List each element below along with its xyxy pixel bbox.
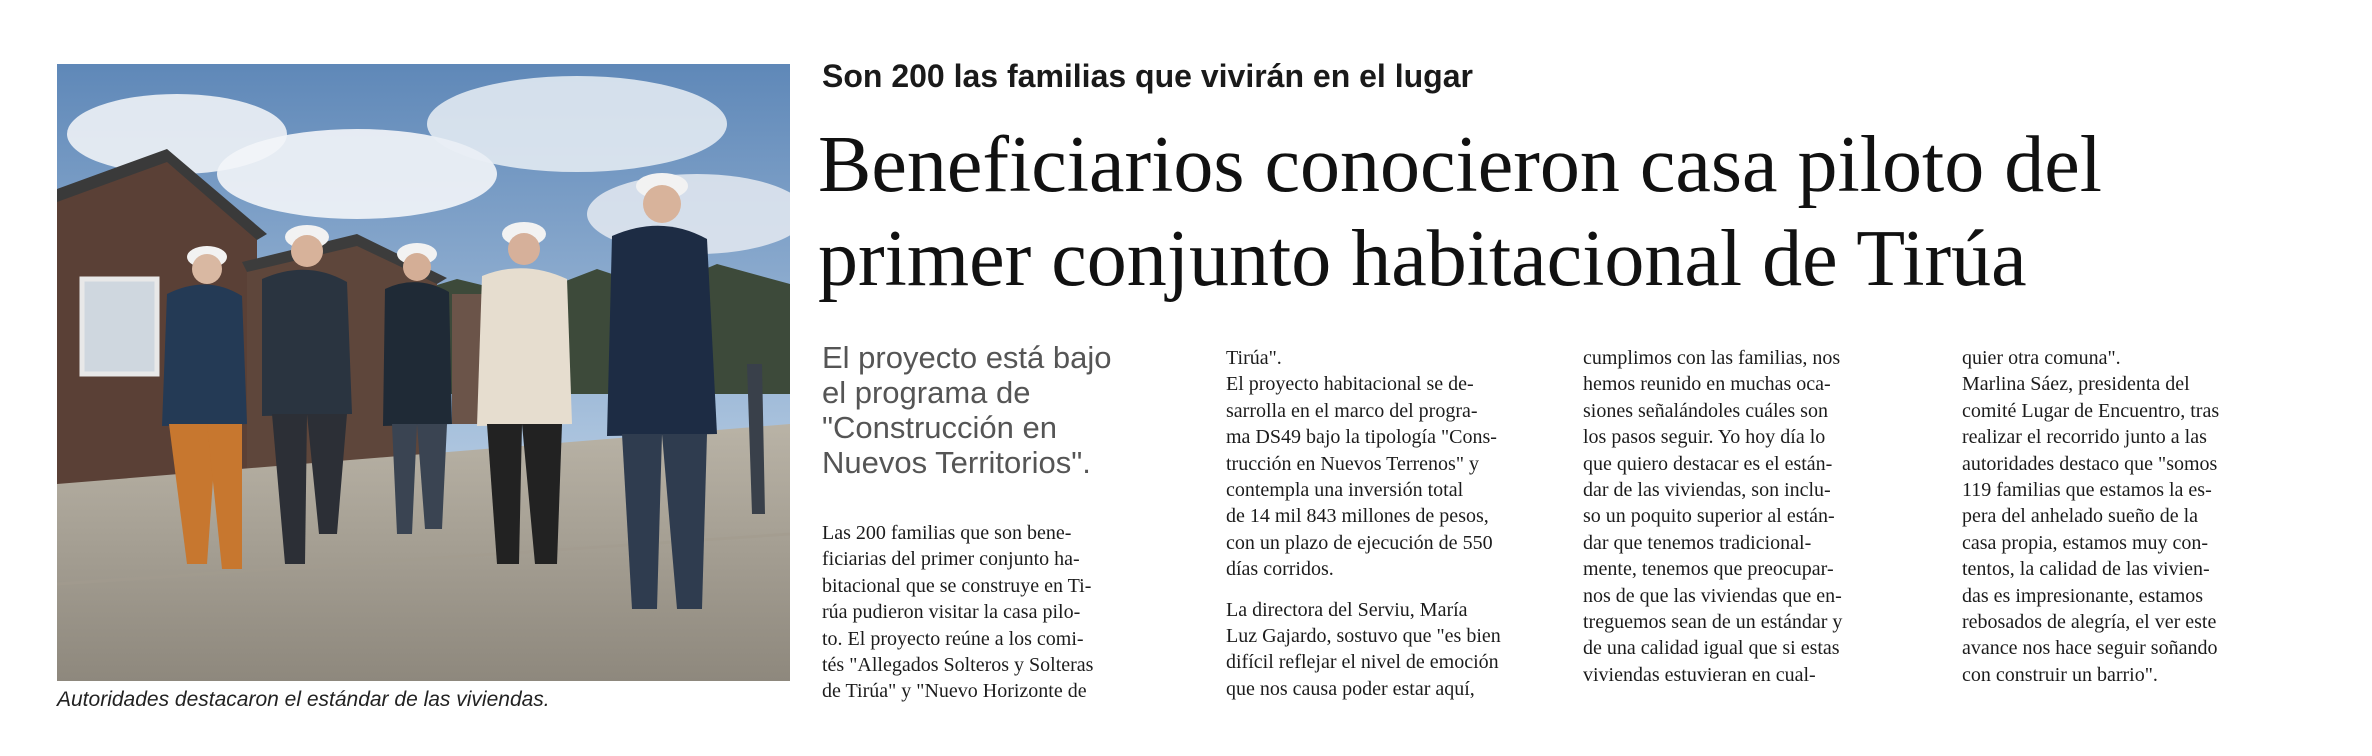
text-line: pera del anhelado sueño de la bbox=[1962, 505, 2199, 528]
lead-line: el programa de bbox=[822, 375, 1031, 410]
text-line: to. El proyecto reúne a los comi- bbox=[822, 627, 1084, 650]
text-line: con construir un barrio". bbox=[1962, 663, 2158, 686]
paragraph bbox=[1226, 597, 1566, 703]
lead bbox=[822, 340, 1152, 480]
text-line: quier otra comuna". bbox=[1962, 347, 2121, 369]
body-column-1 bbox=[822, 520, 1172, 705]
paragraph bbox=[1962, 371, 2302, 688]
text-line: hemos reunido en muchas oca- bbox=[1583, 373, 1831, 396]
text-line: realizar el recorrido junto a las bbox=[1962, 426, 2207, 449]
text-line: trucción en Nuevos Terrenos" y bbox=[1226, 452, 1479, 475]
text-line: Luz Gajardo, sostuvo que "es bien bbox=[1226, 625, 1501, 648]
text-line: días corridos. bbox=[1226, 558, 1334, 581]
text-line: rúa pudieron visitar la casa pilo- bbox=[822, 601, 1081, 624]
paragraph-gap bbox=[1226, 583, 1566, 597]
paragraph bbox=[1226, 371, 1566, 582]
text-line: autoridades destaco que "somos bbox=[1962, 452, 2218, 475]
text-line: difícil reflejar el nivel de emoción bbox=[1226, 651, 1499, 674]
text-line: El proyecto habitacional se de- bbox=[1226, 373, 1474, 396]
text-line: dar que tenemos tradicional- bbox=[1583, 531, 1812, 554]
text-line: bitacional que se construye en Ti- bbox=[822, 574, 1092, 597]
paragraph bbox=[1583, 345, 1923, 688]
text-line: Tirúa". bbox=[1226, 347, 1282, 369]
text-line: so un poquito superior al están- bbox=[1583, 505, 1835, 528]
text-line: comité Lugar de Encuentro, tras bbox=[1962, 399, 2220, 422]
text-line: siones señalándoles cuáles son bbox=[1583, 399, 1828, 422]
text-line: Marlina Sáez, presidenta del bbox=[1962, 373, 2190, 396]
headline-line: Beneficiarios conocieron casa piloto del bbox=[818, 121, 2102, 209]
text-line: avance nos hace seguir soñando bbox=[1962, 637, 2218, 660]
text-line: tés "Allegados Solteros y Solteras bbox=[822, 654, 1094, 677]
article-photo bbox=[57, 64, 790, 681]
text-line: de Tirúa" y "Nuevo Horizonte de bbox=[822, 680, 1087, 703]
paragraph bbox=[1962, 345, 2302, 371]
text-line: de 14 mil 843 millones de pesos, bbox=[1226, 505, 1489, 528]
kicker: Son 200 las familias que vivirán en el lugar bbox=[822, 58, 1473, 94]
text-line: los pasos seguir. Yo hoy día lo bbox=[1583, 426, 1826, 449]
paragraph bbox=[1226, 345, 1566, 371]
headline-line: primer conjunto habitacional de Tirúa bbox=[818, 215, 2027, 303]
text-line: La directora del Serviu, María bbox=[1226, 598, 1468, 621]
text-line: das es impresionante, estamos bbox=[1962, 584, 2204, 607]
text-line: treguemos sean de un estándar y bbox=[1583, 611, 1843, 634]
headline bbox=[818, 118, 2338, 306]
photo-caption: Autoridades destacaron el estándar de las viviendas. bbox=[57, 688, 550, 711]
text-line: nos de que las viviendas que en- bbox=[1583, 584, 1842, 607]
body-column-3 bbox=[1583, 345, 1923, 688]
text-line: sarrolla en el marco del progra- bbox=[1226, 399, 1478, 422]
text-line: rebosados de alegría, el ver este bbox=[1962, 611, 2217, 634]
text-line: tentos, la calidad de las vivien- bbox=[1962, 558, 2210, 581]
text-line: Las 200 familias que son bene- bbox=[822, 522, 1072, 544]
body-column-2 bbox=[1226, 345, 1566, 702]
text-line: 119 familias que estamos la es- bbox=[1962, 479, 2212, 502]
text-line: contempla una inversión total bbox=[1226, 479, 1464, 502]
text-line: casa propia, estamos muy con- bbox=[1962, 531, 2209, 554]
text-line: cumplimos con las familias, nos bbox=[1583, 347, 1841, 369]
lead-line: "Construcción en bbox=[822, 410, 1058, 445]
text-line: de una calidad igual que si estas bbox=[1583, 637, 1840, 660]
lead-line: Nuevos Territorios". bbox=[822, 445, 1091, 480]
text-line: con un plazo de ejecución de 550 bbox=[1226, 531, 1493, 554]
text-line: que quiero destacar es el están- bbox=[1583, 452, 1833, 475]
text-line: viviendas estuvieran en cual- bbox=[1583, 663, 1816, 686]
text-line: que nos causa poder estar aquí, bbox=[1226, 677, 1475, 700]
text-line: mente, tenemos que preocupar- bbox=[1583, 558, 1834, 581]
text-line: dar de las viviendas, son inclu- bbox=[1583, 479, 1831, 502]
body-column-4 bbox=[1962, 345, 2302, 688]
paragraph bbox=[822, 520, 1172, 705]
lead-line: El proyecto está bajo bbox=[822, 340, 1112, 375]
text-line: ficiarias del primer conjunto ha- bbox=[822, 548, 1080, 571]
text-line: ma DS49 bajo la tipología "Cons- bbox=[1226, 426, 1497, 449]
